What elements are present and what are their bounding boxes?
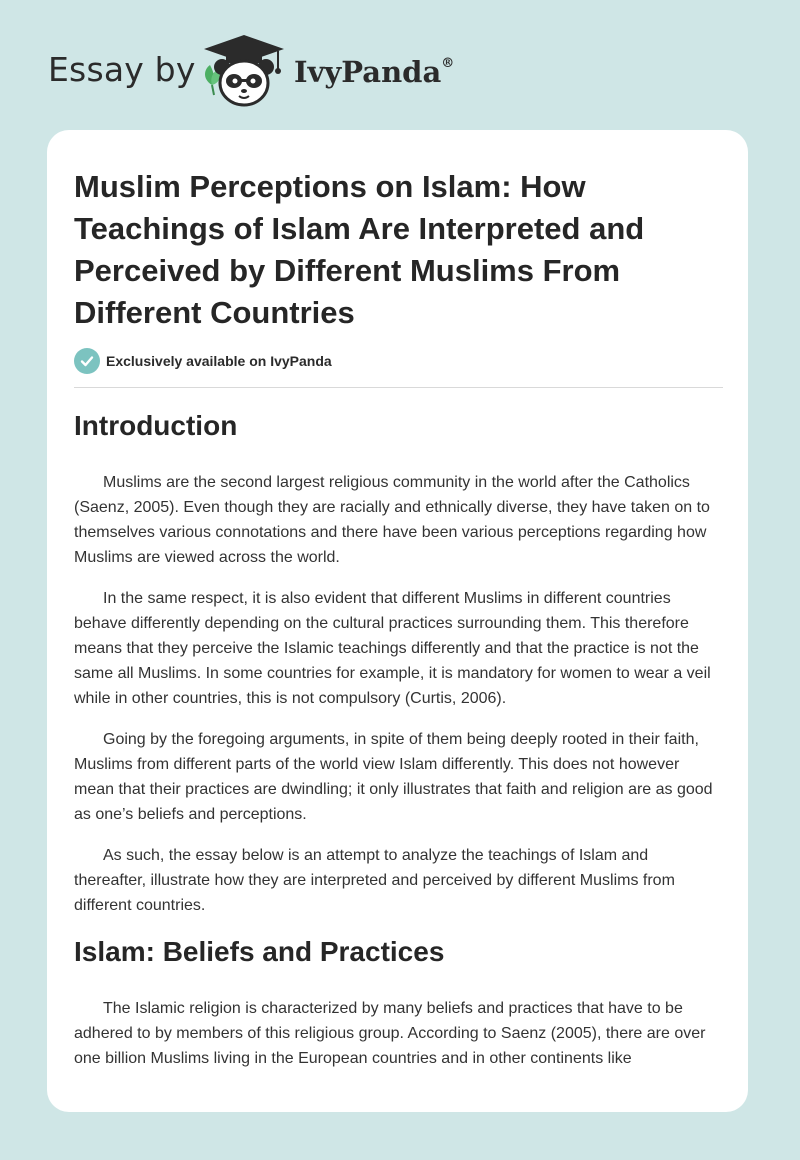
paragraph: Going by the foregoing arguments, in spite of them being deeply rooted in their faith, Muslims from different parts of the world view Islam differently. This does not however mean that their practices are dwindling; it only illustrates that faith and religion are as good as one’s beliefs and perceptions. <box>74 731 713 823</box>
section-heading-beliefs-practices: Islam: Beliefs and Practices <box>74 936 445 967</box>
brand-prefix: Essay by <box>48 50 196 89</box>
essay-card <box>47 130 748 1112</box>
paragraph: The Islamic religion is characterized by many beliefs and practices that have to be adhered to by members of this religious group. According to Saenz (2005), there are over one billion Muslims living in the European countries and in other continents like <box>74 1000 706 1067</box>
panda-graduate-logo-icon[interactable] <box>198 33 290 109</box>
section-heading-introduction: Introduction <box>74 410 238 441</box>
check-circle-icon <box>74 348 100 374</box>
exclusive-badge <box>74 348 332 374</box>
paragraph: As such, the essay below is an attempt to analyze the teachings of Islam and thereafter, illustrate how they are interpreted and perceived by different Muslims from different countries. <box>74 847 675 914</box>
essay-title: Muslim Perceptions on Islam: How Teachings of Islam Are Interpreted and Perceived by Different Muslims From Different Countries <box>74 169 645 330</box>
paragraph: Muslims are the second largest religious community in the world after the Catholics (Saenz, 2005). Even though they are racially and ethnically diverse, they have taken on to themselves various connotations and there have been various perceptions regarding how Muslims are viewed across the world. <box>74 474 710 566</box>
brand-name[interactable] <box>294 55 454 89</box>
site-header <box>0 0 800 130</box>
paragraph: In the same respect, it is also evident that different Muslims in different countries behave differently depending on the cultural practices surrounding them. This therefore means that they perceive the Islamic teachings differently and that the practice is not the same all Muslims. In some countries for example, it is mandatory for women to wear a veil while in other countries, this is not compulsory (Curtis, 2006). <box>74 590 711 707</box>
exclusive-badge-text: Exclusively available on IvyPanda <box>106 353 332 369</box>
registered-mark: ® <box>441 56 455 72</box>
brand-name-text: IvyPanda <box>294 55 442 89</box>
divider <box>74 387 723 388</box>
